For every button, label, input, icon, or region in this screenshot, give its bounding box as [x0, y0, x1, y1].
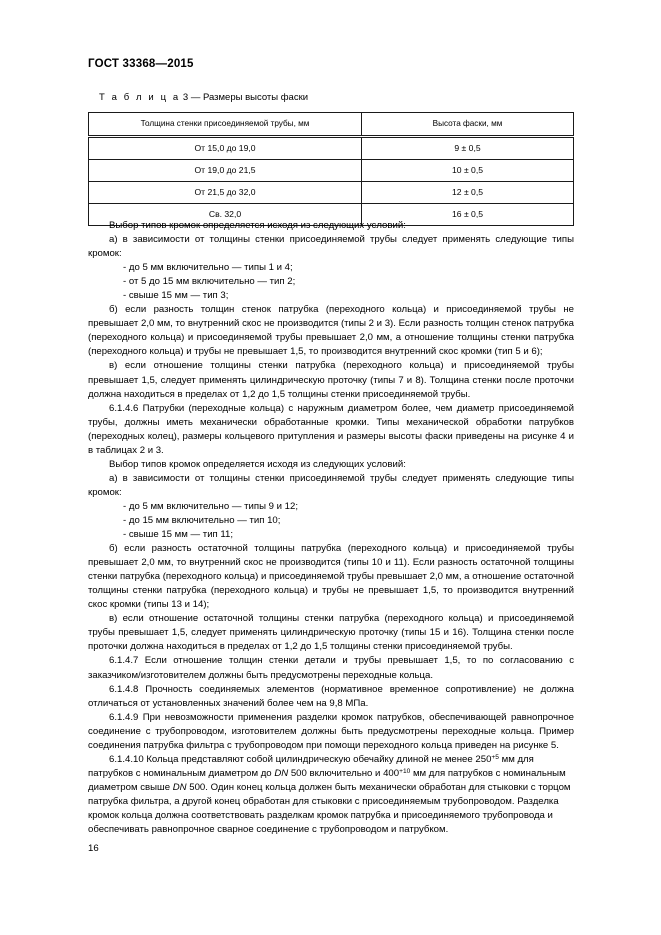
table-caption-dash: —	[190, 92, 201, 103]
table-header-cell-chamfer-height: Высота фаски, мм	[362, 113, 574, 137]
paragraph-clause-b-1: б) если разность толщин стенок патрубка (переходного кольца) и присоединяемой трубы не превышает 2,0 мм, то внутренний скос не производится (типы 2 и 3). Если разность толщин стенок патрубка (переходного кольца) и присоединяемой трубы превышает 2,0 мм, а отношение толщины стенки патрубка (переходного кольца) и трубы не превышает 1,5, то производится внутренний скос кромки (тип 5 и 6);	[88, 304, 574, 358]
table-row	[89, 137, 574, 160]
table-cell-wall-thickness: От 21,5 до 32,0	[89, 182, 362, 204]
table-cell-wall-thickness: От 15,0 до 19,0	[89, 137, 362, 160]
table-row	[89, 160, 574, 182]
chamfer-height-table-wrapper	[88, 112, 573, 226]
paragraph-6-1-4-9: 6.1.4.9 При невозможности применения разделки кромок патрубков, обеспечивающей равнопрочное соединение с трубопроводом, изготовителем должны быть предусмотрены переходные кольца. Пример соединения патрубка фильтра с трубопроводом при помощи переходного кольца приведен на рисунке 5.	[88, 711, 574, 751]
table-row	[89, 182, 574, 204]
clause-text-c: 500 включительно и 400	[288, 767, 400, 779]
table-cell-chamfer-height: 9 ± 0,5	[362, 137, 574, 160]
list-item-5: - до 15 мм включительно — тип 10;	[123, 514, 281, 526]
table-cell-chamfer-height: 10 ± 0,5	[362, 160, 574, 182]
list-item-3: - свыше 15 мм — тип 3;	[123, 290, 229, 302]
table-cell-chamfer-height: 16 ± 0,5	[362, 204, 574, 226]
list-item-4: - до 5 мм включительно — типы 9 и 12;	[123, 500, 298, 512]
list-item-6: - свыше 15 мм — тип 11;	[123, 529, 234, 541]
list-item-2: - от 5 до 15 мм включительно — тип 2;	[123, 276, 296, 288]
paragraph-clause-a-1: а) в зависимости от толщины стенки присоединяемой трубы следует применять следующие типы кромок:	[88, 234, 574, 260]
table-cell-wall-thickness: Св. 32,0	[89, 204, 362, 226]
paragraph-clause-b-2: б) если разность остаточной толщины патрубка (переходного кольца) и присоединяемой трубы превышает 2,0 мм, то внутренний скос не производится (типы 10 и 11). Если разность остаточной толщины стенки патрубка (переходного кольца) и присоединяемой трубы превышает 2,0 мм, а отношение остаточной толщины стенки патрубка (переходного кольца) и трубы не превышает 1,5, то производится внутренний скос кромки (типы 13 и 14);	[88, 543, 574, 611]
standard-header: ГОСТ 33368—2015	[88, 58, 194, 70]
paragraph-intro-2: Выбор типов кромок определяется исходя из следующих условий:	[109, 458, 406, 470]
table-header-row	[89, 113, 574, 137]
clause-text-d: мм для патрубков с номинальным диаметром свыше	[88, 767, 566, 793]
table-cell-wall-thickness: От 19,0 до 21,5	[89, 160, 362, 182]
table-cell-chamfer-height: 12 ± 0,5	[362, 182, 574, 204]
dn-abbrev-2: DN	[172, 781, 187, 793]
body-text	[88, 219, 574, 837]
paragraph-clause-v-2: в) если отношение остаточной толщины стенки патрубка (переходного кольца) и присоединяемой трубы превышает 1,5, следует применять цилиндрическую проточку (типы 15 и 16). Толщина стенки после проточки должна находиться в пределах от 1,2 до 1,5 толщины стенки присоединяемой трубы.	[88, 613, 574, 653]
paragraph-clause-a-2: а) в зависимости от толщины стенки присоединяемой трубы следует применять следующие типы кромок:	[88, 472, 574, 498]
clause-text-a: 6.1.4.10 Кольца представляют собой цилиндрическую обечайку длиной не менее 250	[109, 753, 492, 765]
page-number: 16	[88, 843, 99, 854]
table-header-cell-wall-thickness: Толщина стенки присоединяемой трубы, мм	[89, 113, 362, 137]
dn-abbrev-1: DN	[274, 767, 289, 779]
list-item-1: - до 5 мм включительно — типы 1 и 4;	[123, 262, 293, 274]
tolerance-sup-1: +5	[491, 753, 499, 761]
clause-text-b: мм для патрубков с номинальным диаметром до	[88, 753, 534, 779]
table-caption-label: Т а б л и ц а	[99, 92, 181, 103]
paragraph-6-1-4-7: 6.1.4.7 Если отношение толщин стенки детали и трубы превышает 1,5, то по согласованию с заказчиком/изготовителем должны быть предусмотрены переходные кольца.	[88, 655, 574, 681]
tolerance-sup-2: +10	[399, 767, 411, 775]
table-caption-title: Размеры высоты фаски	[202, 92, 309, 103]
clause-text-e: 500. Один конец кольца должен быть механически обработан для стыковки с торцом патрубка фильтра, а другой конец обработан для стыковки с присоединяемым трубопроводом. Разделка кромок кольца должна соответствовать разделкам кромок патрубка и присоединяемого трубопровода и обеспечивать равнопрочное сварное соединение с трубопроводом и патрубком.	[88, 781, 571, 836]
paragraph-6-1-4-8: 6.1.4.8 Прочность соединяемых элементов (нормативное временное сопротивление) не должна отличаться от установленных значений более чем на 9,8 МПа.	[88, 683, 574, 709]
chamfer-height-table	[88, 112, 574, 226]
paragraph-clause-v-1: в) если отношение толщины стенки патрубка (переходного кольца) и присоединяемой трубы превышает 1,5, следует применять цилиндрическую проточку (типы 7 и 8). Толщина стенки после проточки должна находиться в пределах от 1,2 до 1,5 толщины стенки присоединяемой трубы.	[88, 360, 574, 400]
paragraph-intro-1: Выбор типов кромок определяется исходя из следующих условий:	[109, 220, 406, 231]
table-caption	[99, 92, 308, 103]
paragraph-6-1-4-10	[88, 753, 574, 837]
paragraph-6-1-4-6: 6.1.4.6 Патрубки (переходные кольца) с наружным диаметром более, чем диаметр присоединяемой трубы, должны иметь механически обработанные кромки. Типы механической обработки патрубков (переходных колец), размеры кольцевого притупления и размеры высоты фаски приведены на рисунке 4 и в таблицах 2 и 3.	[88, 402, 574, 456]
table-caption-number: 3	[182, 92, 189, 103]
